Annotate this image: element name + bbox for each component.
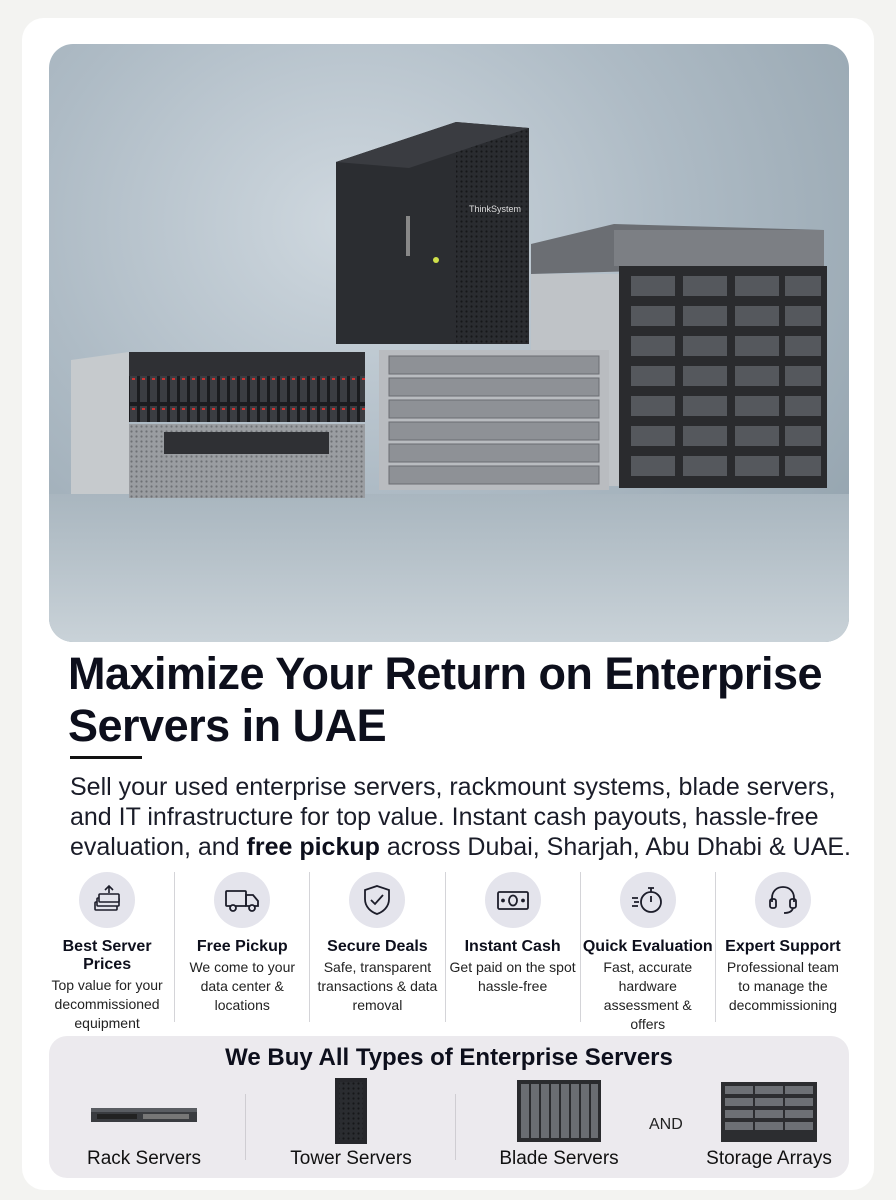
feature-quick-evaluation <box>580 872 715 1032</box>
feature-best-prices <box>40 872 174 1031</box>
feature-title: Secure Deals <box>327 938 428 955</box>
title-underline <box>70 756 142 759</box>
feature-description: Get paid on the spot hassle-free <box>449 959 576 994</box>
feature-title: Instant Cash <box>464 938 561 955</box>
shield-check-icon <box>349 872 405 928</box>
feature-title: Expert Support <box>725 938 841 955</box>
feature-row <box>40 872 850 1032</box>
intro-paragraph <box>70 772 860 862</box>
feature-free-pickup <box>174 872 309 1022</box>
hero-image <box>49 44 849 642</box>
server-type-blade <box>479 1076 639 1176</box>
server-type-label: Blade Servers <box>499 1148 619 1169</box>
intro-emphasis: free pickup <box>246 833 380 861</box>
feature-description: Professional team to manage the decommissioning <box>726 959 839 1013</box>
banknote-icon <box>485 872 541 928</box>
storage-array-icon <box>689 1076 849 1146</box>
type-divider <box>245 1094 246 1160</box>
feature-secure-deals <box>309 872 444 1022</box>
feature-instant-cash <box>445 872 580 1022</box>
feature-description: Top value for your decommissioned equipment <box>51 977 163 1031</box>
feature-title: Free Pickup <box>196 938 288 955</box>
server-type-label: Tower Servers <box>290 1148 412 1169</box>
server-type-tower <box>271 1076 431 1176</box>
intro-text-start: Sell your used enterprise servers, rackmount systems, blade servers, and IT infrastructure for top value. Instant cash payouts, hassle-free evaluation, and <box>70 773 836 861</box>
hero-left-rack-servers <box>71 352 365 498</box>
stopwatch-icon <box>620 872 676 928</box>
page-title: Maximize Your Return on Enterprise Servers in UAE <box>68 648 822 751</box>
headset-icon <box>755 872 811 928</box>
intro-text-end: across Dubai, Sharjah, Abu Dhabi & UAE. <box>379 833 851 861</box>
feature-title: Best Server Prices <box>62 938 152 973</box>
server-types-title: We Buy All Types of Enterprise Servers <box>225 1044 673 1071</box>
server-types-panel <box>49 1036 849 1178</box>
server-type-label: Storage Arrays <box>706 1148 832 1169</box>
server-type-storage <box>689 1076 849 1176</box>
hero-tower-brand: ThinkSystem <box>468 204 522 214</box>
server-type-label: Rack Servers <box>86 1148 202 1169</box>
hero-tower-server <box>336 122 529 344</box>
hero-middle-rack-stack <box>379 350 609 490</box>
truck-icon <box>214 872 270 928</box>
feature-description: Safe, transparent transactions & data removal <box>317 959 438 1013</box>
feature-description: We come to your data center & locations <box>189 959 296 1013</box>
rack-server-icon <box>69 1076 219 1146</box>
server-type-rack <box>69 1076 219 1176</box>
tower-server-icon <box>271 1076 431 1146</box>
and-label: AND <box>649 1116 683 1133</box>
feature-description: Fast, accurate hardware assessment & offers <box>603 959 693 1032</box>
feature-expert-support <box>715 872 850 1022</box>
cash-stack-icon <box>79 872 135 928</box>
feature-title: Quick Evaluation <box>582 938 713 955</box>
blade-server-icon <box>479 1076 639 1146</box>
type-divider <box>455 1094 456 1160</box>
